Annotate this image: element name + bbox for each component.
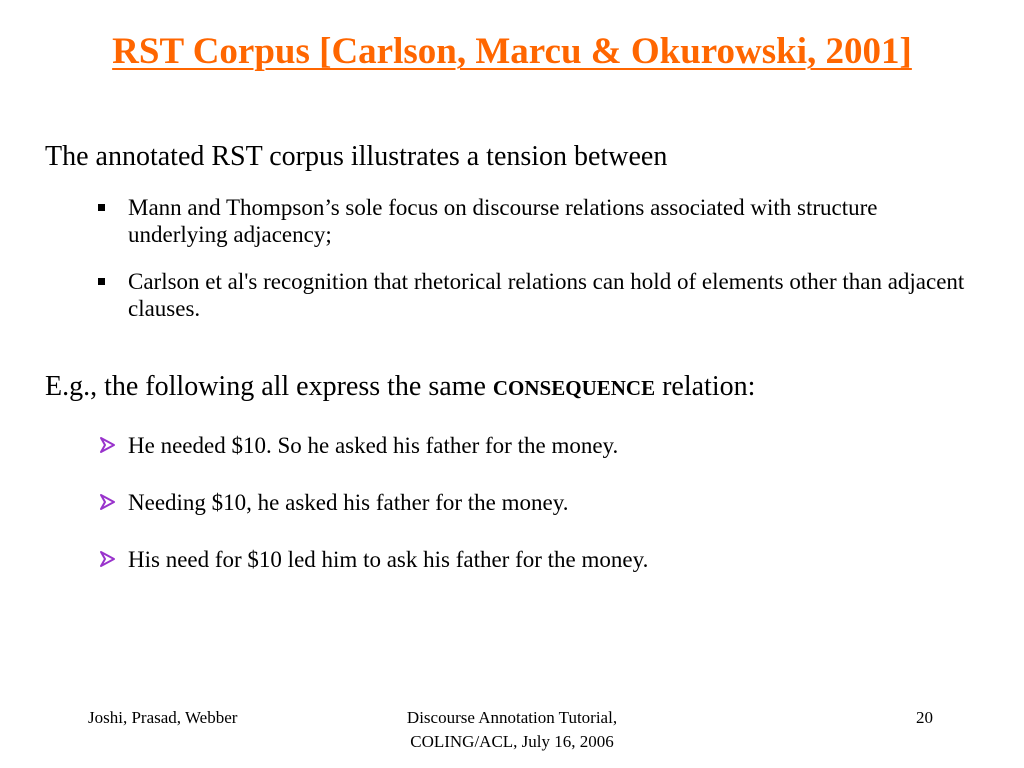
footer-event-line2: COLING/ACL, July 16, 2006: [410, 732, 614, 751]
example-intro-before: E.g., the following all express the same: [45, 371, 493, 402]
arrow-bullet-icon: [98, 549, 118, 569]
example-item-1: [128, 432, 618, 459]
bullet-item-text: Mann and Thompson’s sole focus on discourse relations associated with structure underlying adjacency;: [128, 195, 878, 247]
bullet-item-2: [128, 268, 968, 322]
square-bullet-icon: [98, 278, 105, 285]
intro-text: The annotated RST corpus illustrates a tension between: [45, 141, 668, 172]
slide-title: RST Corpus [Carlson, Marcu & Okurowski, 2001]: [112, 31, 912, 72]
example-intro: [45, 370, 755, 405]
example-item-text: Needing $10, he asked his father for the money.: [128, 490, 569, 515]
example-item-text: His need for $10 led him to ask his father for the money.: [128, 547, 649, 572]
square-bullet-icon: [98, 204, 105, 211]
example-intro-after: relation:: [655, 371, 756, 402]
arrow-bullet-icon: [98, 492, 118, 512]
bullet-item-text: Carlson et al's recognition that rhetorical relations can hold of elements other than adjacent clauses.: [128, 269, 965, 321]
footer-event: [332, 706, 692, 754]
footer-authors: Joshi, Prasad, Webber: [88, 708, 238, 727]
page-number: 20: [916, 708, 933, 727]
relation-name: CONSEQUENCE: [492, 376, 656, 400]
example-item-3: [128, 546, 648, 573]
example-item-text: He needed $10. So he asked his father for the money.: [128, 433, 619, 458]
arrow-bullet-icon: [98, 435, 118, 455]
bullet-item-1: [128, 194, 968, 248]
footer-event-line1: Discourse Annotation Tutorial,: [406, 708, 618, 727]
example-item-2: [128, 489, 568, 516]
